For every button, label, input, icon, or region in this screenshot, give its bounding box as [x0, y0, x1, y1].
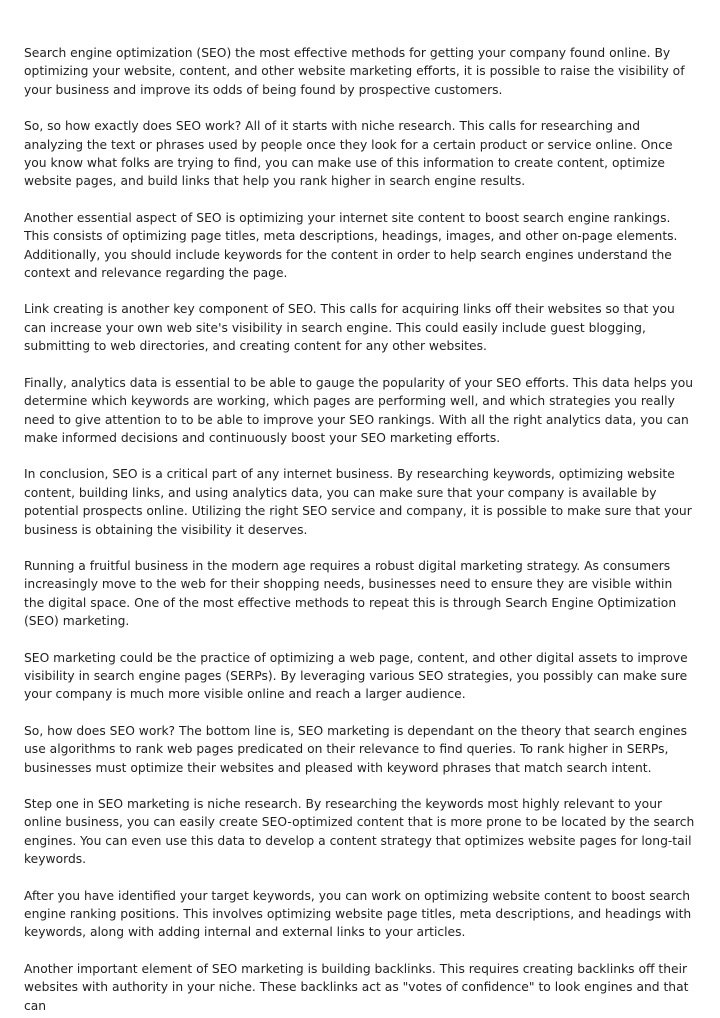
paragraph-1: Search engine optimization (SEO) the most effective methods for getting your company found online. By optimizing your website, content, and other website marketing efforts, it is possible to raise the visibility of your business and improve its odds of being found by prospective customers. — [24, 46, 685, 97]
paragraph-12: Another important element of SEO marketing is building backlinks. This requires creating backlinks off their websites with authority in your niche. These backlinks act as "votes of confidence" to look engines and that can — [24, 961, 689, 1013]
paragraph-8: SEO marketing could be the practice of optimizing a web page, content, and other digital assets to improve visibility in search engine pages (SERPs). By leveraging various SEO strategies, you possibly can make sure your company is much more visible online and reach a larger audience. — [24, 650, 688, 702]
paragraph-10: Step one in SEO marketing is niche research. By researching the keywords most highly relevant to your online business, you can easily create SEO-optimized content that is more prone to be located by the search engines. You can even use this data to develop a content strategy that optimizes website pages for long-tail keywords. — [24, 797, 695, 867]
paragraph-7: Running a fruitful business in the modern age requires a robust digital marketing strategy. As consumers increasingly move to the web for their shopping needs, businesses need to ensure they are visible within the digital space. One of the most effective methods to repeat this is through Search Engine Optimization (SEO) marketing. — [24, 558, 677, 629]
paragraph-9: So, how does SEO work? The bottom line is, SEO marketing is dependant on the theory that search engines use algorithms to rank web pages predicated on their relevance to find queries. To rank higher in SERPs, businesses must optimize their websites and pleased with keyword phrases that match search intent. — [24, 723, 688, 775]
article-body — [24, 0, 696, 1018]
paragraph-11: After you have identified your target keywords, you can work on optimizing website content to boost search engine ranking positions. This involves optimizing website page titles, meta descriptions, and headings with keywords, along with adding internal and external links to your articles. — [24, 888, 692, 940]
paragraph-3: Another essential aspect of SEO is optimizing your internet site content to boost search engine rankings. This consists of optimizing page titles, meta descriptions, headings, images, and other on-page elements. Additionally, you should include keywords for the content in order to help search engines understand the context and relevance regarding the page. — [24, 210, 678, 281]
paragraph-5: Finally, analytics data is essential to be able to gauge the popularity of your SEO efforts. This data helps you determine which keywords are working, which pages are performing well, and which strategies you really need to give attention to to be able to improve your SEO rankings. With all the right analytics data, you can make informed decisions and continuously boost your SEO marketing efforts. — [24, 375, 694, 445]
paragraph-6: In conclusion, SEO is a critical part of any internet business. By researching keywords, optimizing website content, building links, and using analytics data, you can make sure that your company is available by potential prospects online. Utilizing the right SEO service and company, it is possible to make sure that your business is obtaining the visibility it deserves. — [24, 467, 692, 537]
paragraph-4: Link creating is another key component of SEO. This calls for acquiring links off their websites so that you can increase your own web site's visibility in search engine. This could easily include guest blogging, submitting to web directories, and creating content for any other websites. — [24, 302, 675, 354]
paragraph-2: So, so how exactly does SEO work? All of it starts with niche research. This calls for researching and analyzing the text or phrases used by people once they look for a certain product or service online. Once you know what folks are trying to find, you can make use of this information to create content, optimize website pages, and build links that help you rank higher in search engine results. — [24, 119, 673, 189]
